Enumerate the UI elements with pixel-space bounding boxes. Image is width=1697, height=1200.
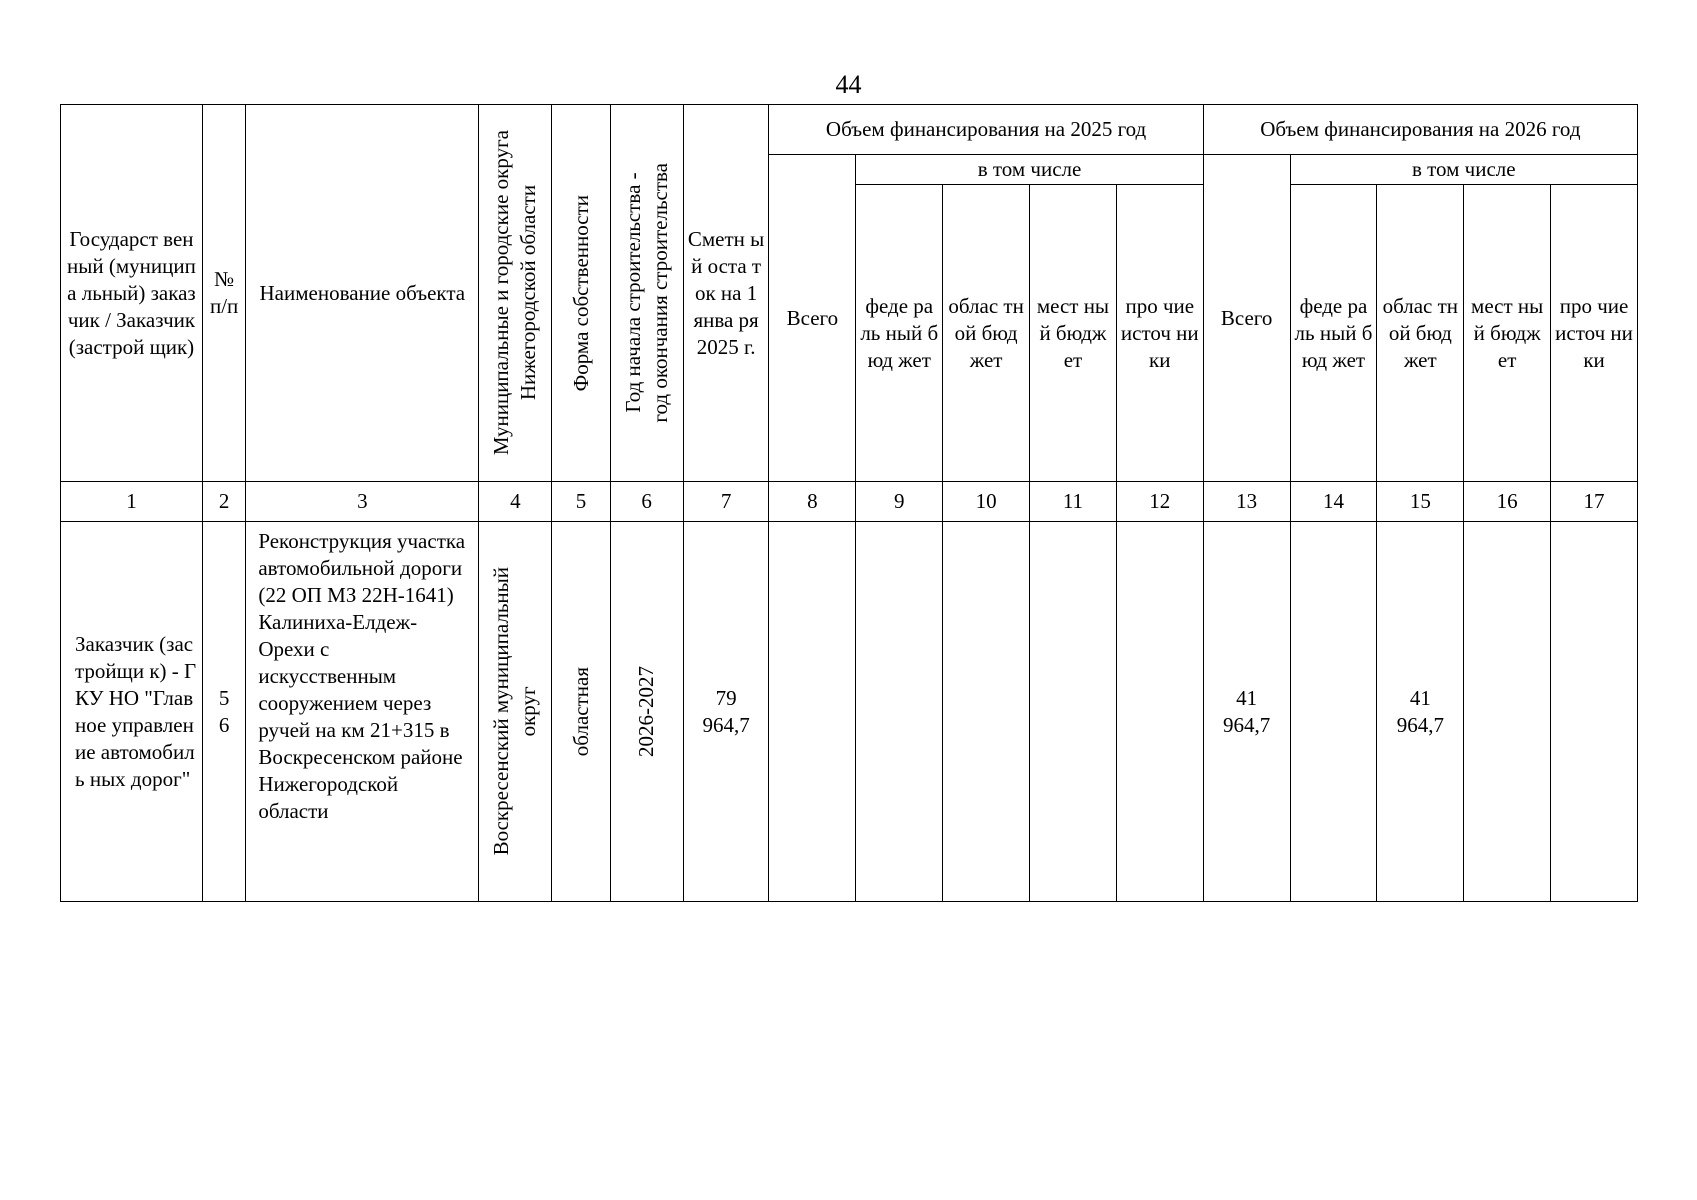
row-num: 56 [202,522,245,902]
header-federal-2025: феде раль ный бюд жет [856,185,943,482]
row-estimate-balance: 79 964,7 [683,522,769,902]
header-local-2025: мест ный бюдж ет [1030,185,1117,482]
col-number: 4 [479,482,552,522]
row-local-2025 [1030,522,1117,902]
row-regional-2026: 41 964,7 [1377,522,1464,902]
col-number: 9 [856,482,943,522]
header-federal-2026: феде раль ный бюд жет [1290,185,1377,482]
header-customer: Государст венный (муниципа льный) заказчик / Заказчик (застрой щик) [61,105,203,482]
col-number: 14 [1290,482,1377,522]
col-number: 10 [943,482,1030,522]
header-including-2025: в том числе [856,155,1203,185]
row-customer: Заказчик (застройщи к) - ГКУ НО "Главное управление автомобиль ных дорог" [61,522,203,902]
row-other-2026 [1551,522,1638,902]
header-funding-2025: Объем финансирования на 2025 год [769,105,1203,155]
row-municipality: Воскресенский муниципальный округ [479,522,552,902]
header-ownership: Форма собственности [552,105,610,482]
col-number: 1 [61,482,203,522]
header-total-2025: Всего [769,155,856,482]
header-years: Год начала строительства - год окончания строительства [610,105,683,482]
col-number: 17 [1551,482,1638,522]
col-number: 16 [1464,482,1551,522]
col-number: 3 [246,482,479,522]
row-years: 2026-2027 [610,522,683,902]
row-total-2025 [769,522,856,902]
page-number: 44 [835,70,862,99]
header-regional-2025: облас тной бюд жет [943,185,1030,482]
header-other-2025: про чие источ ники [1116,185,1203,482]
row-other-2025 [1116,522,1203,902]
col-number: 15 [1377,482,1464,522]
header-estimate-balance: Сметн ый оста ток на 1 янва ря 2025 г. [683,105,769,482]
header-other-2026: про чие источ ники [1551,185,1638,482]
row-regional-2025 [943,522,1030,902]
header-municipality: Муниципальные и городские округа Нижегородской области [479,105,552,482]
col-number: 13 [1203,482,1290,522]
header-total-2026: Всего [1203,155,1290,482]
header-local-2026: мест ный бюдж ет [1464,185,1551,482]
row-object-name: Реконструкция участка автомобильной дороги (22 ОП МЗ 22Н-1641) Калиниха-Елдеж-Орехи с искусственным сооружением через ручей на км 21+315 в Воскресенском районе Нижегородской области [246,522,479,902]
row-total-2026: 41 964,7 [1203,522,1290,902]
row-ownership: областная [552,522,610,902]
table-row [61,522,1638,902]
header-regional-2026: облас тной бюд жет [1377,185,1464,482]
header-funding-2026: Объем финансирования на 2026 год [1203,105,1637,155]
construction-objects-table [60,104,1638,902]
col-number: 7 [683,482,769,522]
row-federal-2026 [1290,522,1377,902]
header-object-name: Наименование объекта [246,105,479,482]
col-number: 12 [1116,482,1203,522]
column-numbers-row [61,482,1638,522]
col-number: 6 [610,482,683,522]
row-local-2026 [1464,522,1551,902]
col-number: 8 [769,482,856,522]
col-number: 2 [202,482,245,522]
col-number: 11 [1030,482,1117,522]
header-num: № п/п [202,105,245,482]
header-including-2026: в том числе [1290,155,1637,185]
col-number: 5 [552,482,610,522]
row-federal-2025 [856,522,943,902]
